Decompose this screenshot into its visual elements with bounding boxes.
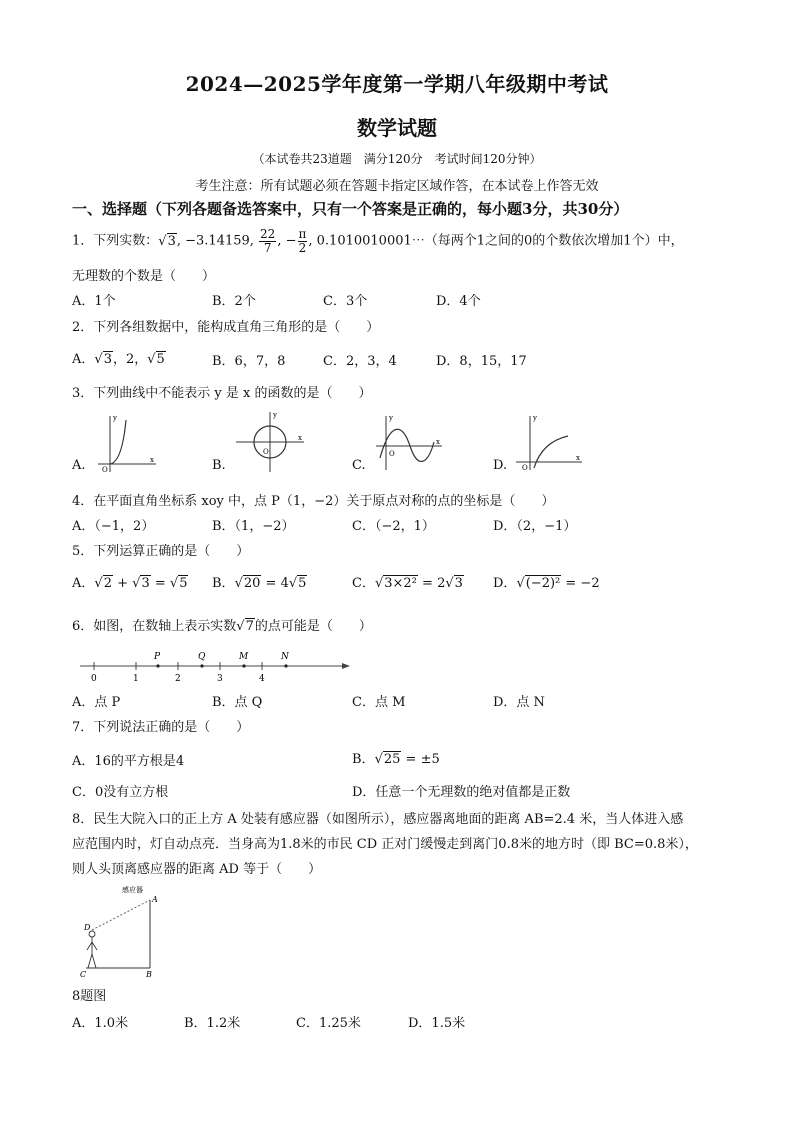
- q2-option-d: D．8，15，17: [436, 354, 527, 369]
- q7-option-b: B．√25 = ±5: [352, 752, 440, 767]
- svg-text:O: O: [389, 450, 395, 458]
- q1-neg: , −: [277, 233, 297, 249]
- q1-sqrt3: √3: [158, 233, 176, 249]
- svg-text:y: y: [273, 411, 277, 419]
- q8-stem-line2: 应范围内时，灯自动点亮．当身高为1.8米的市民 CD 正对门缓慢走到离门0.8米的地方时（即 BC=0.8米），: [72, 837, 698, 852]
- point-label-p: P: [154, 652, 161, 662]
- q1-frac-22-7: $\frac{22}{7}$: [260, 227, 276, 255]
- q4-option-b: B．（1，−2）: [212, 519, 295, 534]
- svg-text:x: x: [436, 438, 440, 446]
- point-label-d: D: [84, 923, 91, 932]
- section-heading: 一、选择题（下列各题备选答案中，只有一个答案是正确的，每小题3分，共30分）: [72, 200, 629, 218]
- q7-option-c: C．0没有立方根: [72, 785, 169, 800]
- exam-notice: 考生注意：所有试题必须在答题卡指定区域作答，在本试卷上作答无效: [195, 179, 599, 194]
- q8-option-b: B．1.2米: [184, 1016, 241, 1031]
- q8-figure-caption: 8题图: [72, 989, 107, 1004]
- q1-stem-line2: 无理数的个数是（ ）: [72, 269, 216, 284]
- point-label-c: C: [80, 970, 87, 978]
- svg-text:O: O: [522, 464, 528, 472]
- q8-option-d: D．1.5米: [408, 1016, 466, 1031]
- q7-option-a: A．16的平方根是4: [72, 754, 185, 769]
- tick-label-1: 1: [133, 674, 139, 684]
- point-label-m: M: [239, 652, 249, 662]
- q3-label-a: A.: [72, 458, 86, 473]
- q5-option-a: A．√2 + √3 = √5: [72, 576, 188, 591]
- q1-after-sqrt: , −3.14159,: [176, 233, 259, 249]
- q8-option-c: C．1.25米: [296, 1016, 361, 1031]
- q6-stem: 6．如图，在数轴上表示实数√7的点可能是（ ）: [72, 619, 372, 634]
- q1-option-b: B．2个: [212, 294, 256, 309]
- q1-option-c: C．3个: [323, 294, 368, 309]
- svg-text:x: x: [576, 454, 580, 462]
- q3-graph-b: [232, 410, 308, 476]
- tick-label-2: 2: [175, 674, 181, 684]
- tick-label-0: 0: [91, 674, 97, 684]
- exam-subtitle: 数学试题: [357, 116, 437, 140]
- point-q: [200, 664, 203, 667]
- q5-stem: 5．下列运算正确的是（ ）: [72, 544, 250, 559]
- q8-option-a: A．1.0米: [72, 1016, 129, 1031]
- q7-option-d: D．任意一个无理数的绝对值都是正数: [352, 785, 571, 800]
- point-m: [242, 664, 245, 667]
- exam-title: 2024—2025学年度第一学期八年级期中考试: [185, 72, 609, 96]
- q3-graph-d: [512, 412, 588, 474]
- q1-option-d: D．4个: [436, 294, 481, 309]
- q4-option-d: D．（2，−1）: [493, 519, 577, 534]
- point-p: [156, 664, 159, 667]
- q8-figure: [76, 882, 172, 978]
- q1-option-a: A．1个: [72, 294, 116, 309]
- q3-stem: 3．下列曲线中不能表示 y 是 x 的函数的是（ ）: [72, 386, 372, 401]
- q2-stem: 2．下列各组数据中，能构成直角三角形的是（ ）: [72, 320, 380, 335]
- point-label-q: Q: [198, 652, 206, 662]
- point-label-b: B: [146, 970, 152, 978]
- q2-option-c: C．2，3，4: [323, 354, 397, 369]
- point-label-a: A: [152, 895, 158, 904]
- exam-meta: （本试卷共23道题 满分120分 考试时间120分钟）: [252, 152, 542, 166]
- q6-option-a: A．点 P: [72, 695, 121, 710]
- svg-text:y: y: [113, 414, 117, 422]
- q4-stem: 4．在平面直角坐标系 xoy 中，点 P（1，−2）关于原点对称的点的坐标是（ ）: [72, 494, 555, 509]
- svg-text:y: y: [533, 414, 537, 422]
- q8-stem-line1: 8．民生大院入口的正上方 A 处装有感应器（如图所示），感应器离地面的距离 AB=2.4 米，当人体进入感: [72, 812, 684, 827]
- q4-option-a: A．（−1，2）: [72, 519, 155, 534]
- q3-label-c: C.: [352, 458, 366, 473]
- q1-stem: [72, 228, 684, 254]
- q2-option-b: B．6，7，8: [212, 354, 286, 369]
- svg-text:O: O: [102, 466, 108, 474]
- q4-option-c: C．（−2，1）: [352, 519, 435, 534]
- svg-text:x: x: [150, 456, 154, 464]
- q7-stem: 7．下列说法正确的是（ ）: [72, 720, 250, 735]
- tick-label-4: 4: [259, 674, 265, 684]
- q1-tail: , 0.1010010001⋯（每两个1之间的0的个数依次增加1个）中，: [308, 233, 684, 249]
- q6-number-line: [76, 648, 356, 684]
- tick-label-3: 3: [217, 674, 223, 684]
- q6-option-b: B．点 Q: [212, 695, 263, 710]
- svg-text:x: x: [298, 434, 302, 442]
- q3-graph-a: [92, 412, 162, 474]
- point-n: [284, 664, 287, 667]
- q6-option-c: C．点 M: [352, 695, 406, 710]
- q2-option-a: A．√3，2，√5: [72, 352, 165, 367]
- q6-option-d: D．点 N: [493, 695, 545, 710]
- q3-label-d: D.: [493, 458, 508, 473]
- svg-text:y: y: [389, 414, 393, 422]
- svg-text:O: O: [263, 448, 269, 456]
- sensor-label: 感应器: [122, 886, 143, 894]
- q5-option-d: D．√(−2)² = −2: [493, 576, 600, 591]
- q5-option-b: B．√20 = 4√5: [212, 576, 307, 591]
- q1-frac-pi-2: $\frac{\pi}{2}$: [298, 227, 307, 255]
- point-label-n: N: [281, 652, 289, 662]
- q3-label-b: B.: [212, 458, 226, 473]
- q5-option-c: C．√3×2² = 2√3: [352, 576, 463, 591]
- q3-graph-c: [372, 412, 446, 474]
- q8-stem-line3: 则人头顶离感应器的距离 AD 等于（ ）: [72, 862, 322, 877]
- q1-prefix: 1．下列实数：: [72, 233, 159, 249]
